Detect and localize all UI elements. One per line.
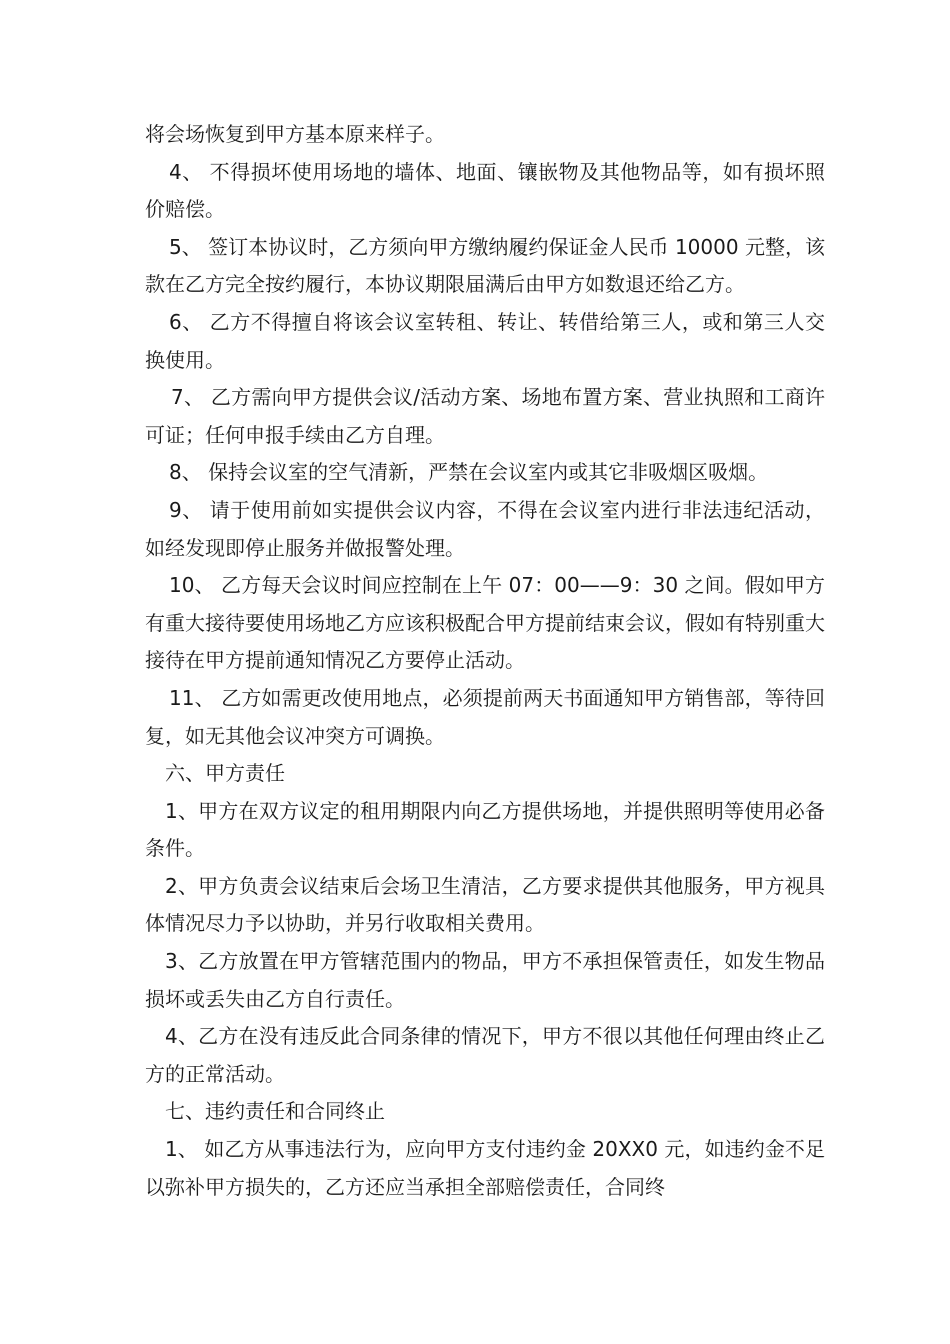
- document-body: [145, 116, 825, 1206]
- clause-4-no-damage: 4、 不得损坏使用场地的墙体、地面、镶嵌物及其他物品等，如有损坏照价赔偿。: [145, 159, 825, 222]
- party-a-clause-1: 1、甲方在双方议定的租用期限内向乙方提供场地，并提供照明等使用必备条件。: [145, 798, 825, 861]
- clause-10-time: 10、 乙方每天会议时间应控制在上午 07：00——9：30 之间。假如甲方有重大接待要使用场地乙方应该积极配合甲方提前结束会议，假如有特别重大接待在甲方提前通知情况乙方要停止活动。: [145, 573, 825, 673]
- section-heading-party-a: 六、甲方责任: [165, 761, 285, 786]
- clause-11-change-venue: 11、 乙方如需更改使用地点，必须提前两天书面通知甲方销售部，等待回复，如无其他会议冲突方可调换。: [145, 685, 825, 748]
- party-a-clause-3: 3、乙方放置在甲方管辖范围内的物品，甲方不承担保管责任，如发生物品损坏或丢失由乙方自行责任。: [145, 949, 825, 1011]
- breach-clause-1: 1、 如乙方从事违法行为，应向甲方支付违约金 20XX0 元，如违约金不足以弥补甲方损失的，乙方还应当承担全部赔偿责任，合同终: [145, 1137, 825, 1199]
- clause-7-plans: 7、 乙方需向甲方提供会议/活动方案、场地布置方案、营业执照和工商许可证；任何申报手续由乙方自理。: [145, 385, 825, 447]
- clause-5-deposit: 5、 签订本协议时，乙方须向甲方缴纳履约保证金人民币 10000 元整，该款在乙方完全按约履行，本协议期限届满后由甲方如数退还给乙方。: [145, 234, 825, 297]
- paragraph-continuation: 将会场恢复到甲方基本原来样子。: [145, 122, 445, 146]
- clause-8-no-smoking: 8、 保持会议室的空气清新，严禁在会议室内或其它非吸烟区吸烟。: [169, 460, 769, 485]
- party-a-clause-4: 4、乙方在没有违反此合同条律的情况下，甲方不很以其他任何理由终止乙方的正常活动。: [145, 1024, 825, 1086]
- clause-9-content: 9、 请于使用前如实提供会议内容，不得在会议室内进行非法违纪活动，如经发现即停止服务并做报警处理。: [145, 497, 825, 560]
- section-heading-breach: 七、违约责任和合同终止: [165, 1099, 385, 1124]
- party-a-clause-2: 2、甲方负责会议结束后会场卫生清洁，乙方要求提供其他服务，甲方视具体情况尽力予以协助，并另行收取相关费用。: [145, 873, 825, 936]
- clause-6-no-sublease: 6、 乙方不得擅自将该会议室转租、转让、转借给第三人，或和第三人交换使用。: [145, 309, 825, 372]
